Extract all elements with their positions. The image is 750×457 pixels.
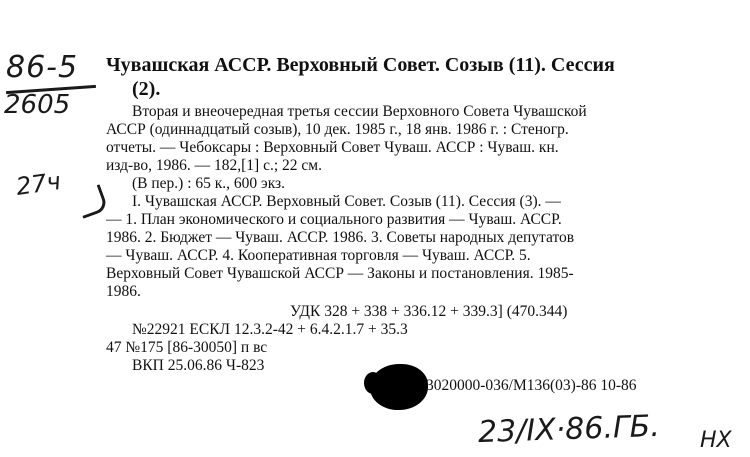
body-line-3: отчеты. — Чебоксары : Верховный Совет Чуваш. АССР : Чуваш. кн. xyxy=(106,139,559,156)
handwritten-code-bottom: 2605 xyxy=(4,90,71,120)
vkp-line: ВКП 25.06.86 Ч-823 xyxy=(132,357,265,374)
handwritten-initials: НХ xyxy=(700,428,732,453)
body-line-4: изд-во, 1986. — 182,[1] с.; 22 см. xyxy=(106,157,322,174)
handwritten-date-note: 23/IX·86.ГБ. xyxy=(477,408,661,451)
body-line-8: 1986. 2. Бюджет — Чуваш. АССР. 1986. 3. Советы народных депутатов xyxy=(106,229,575,246)
body-line-10: Верховный Совет Чувашской АССР — Законы и постановления. 1985- xyxy=(106,265,574,282)
udk-line: УДК 328 + 338 + 336.12 + 339.3] (470.344) xyxy=(290,303,568,320)
body-line-11: 1986. xyxy=(106,283,141,300)
ink-blot xyxy=(370,364,428,410)
card-heading-line1: Чувашская АССР. Верховный Совет. Созыв (11). Сессия xyxy=(106,54,615,76)
body-line-1: Вторая и внеочередная третья сессии Верховного Совета Чувашской xyxy=(132,103,587,120)
body-line-6: I. Чувашская АССР. Верховный Совет. Созыв (11). Сессия (3). — xyxy=(132,193,561,210)
body-line-9: — Чуваш. АССР. 4. Кооперативная торговля — Чуваш. АССР. 5. xyxy=(106,247,531,264)
handwritten-code-side: 27ч xyxy=(14,167,63,201)
card-heading-line2: (2). xyxy=(132,78,161,100)
handwritten-hook-mark xyxy=(74,184,109,219)
order-line: 47 №175 [86-30050] п вс xyxy=(106,339,268,356)
body-line-7: — 1. План экономического и социального развития — Чуваш. АССР. xyxy=(106,211,562,228)
escl-line: №22921 ЕСКЛ 12.3.2-42 + 6.4.2.1.7 + 35.3 xyxy=(132,321,408,338)
handwritten-code-top: 86-5 xyxy=(6,50,79,85)
body-line-2: АССР (одиннадцатый созыв), 10 дек. 1985 г., 18 янв. 1986 г. : Стеногр. xyxy=(106,121,569,138)
index-line: 3020000-036/М136(03)-86 10-86 xyxy=(426,377,637,394)
body-line-5: (В пер.) : 65 к., 600 экз. xyxy=(132,175,286,192)
